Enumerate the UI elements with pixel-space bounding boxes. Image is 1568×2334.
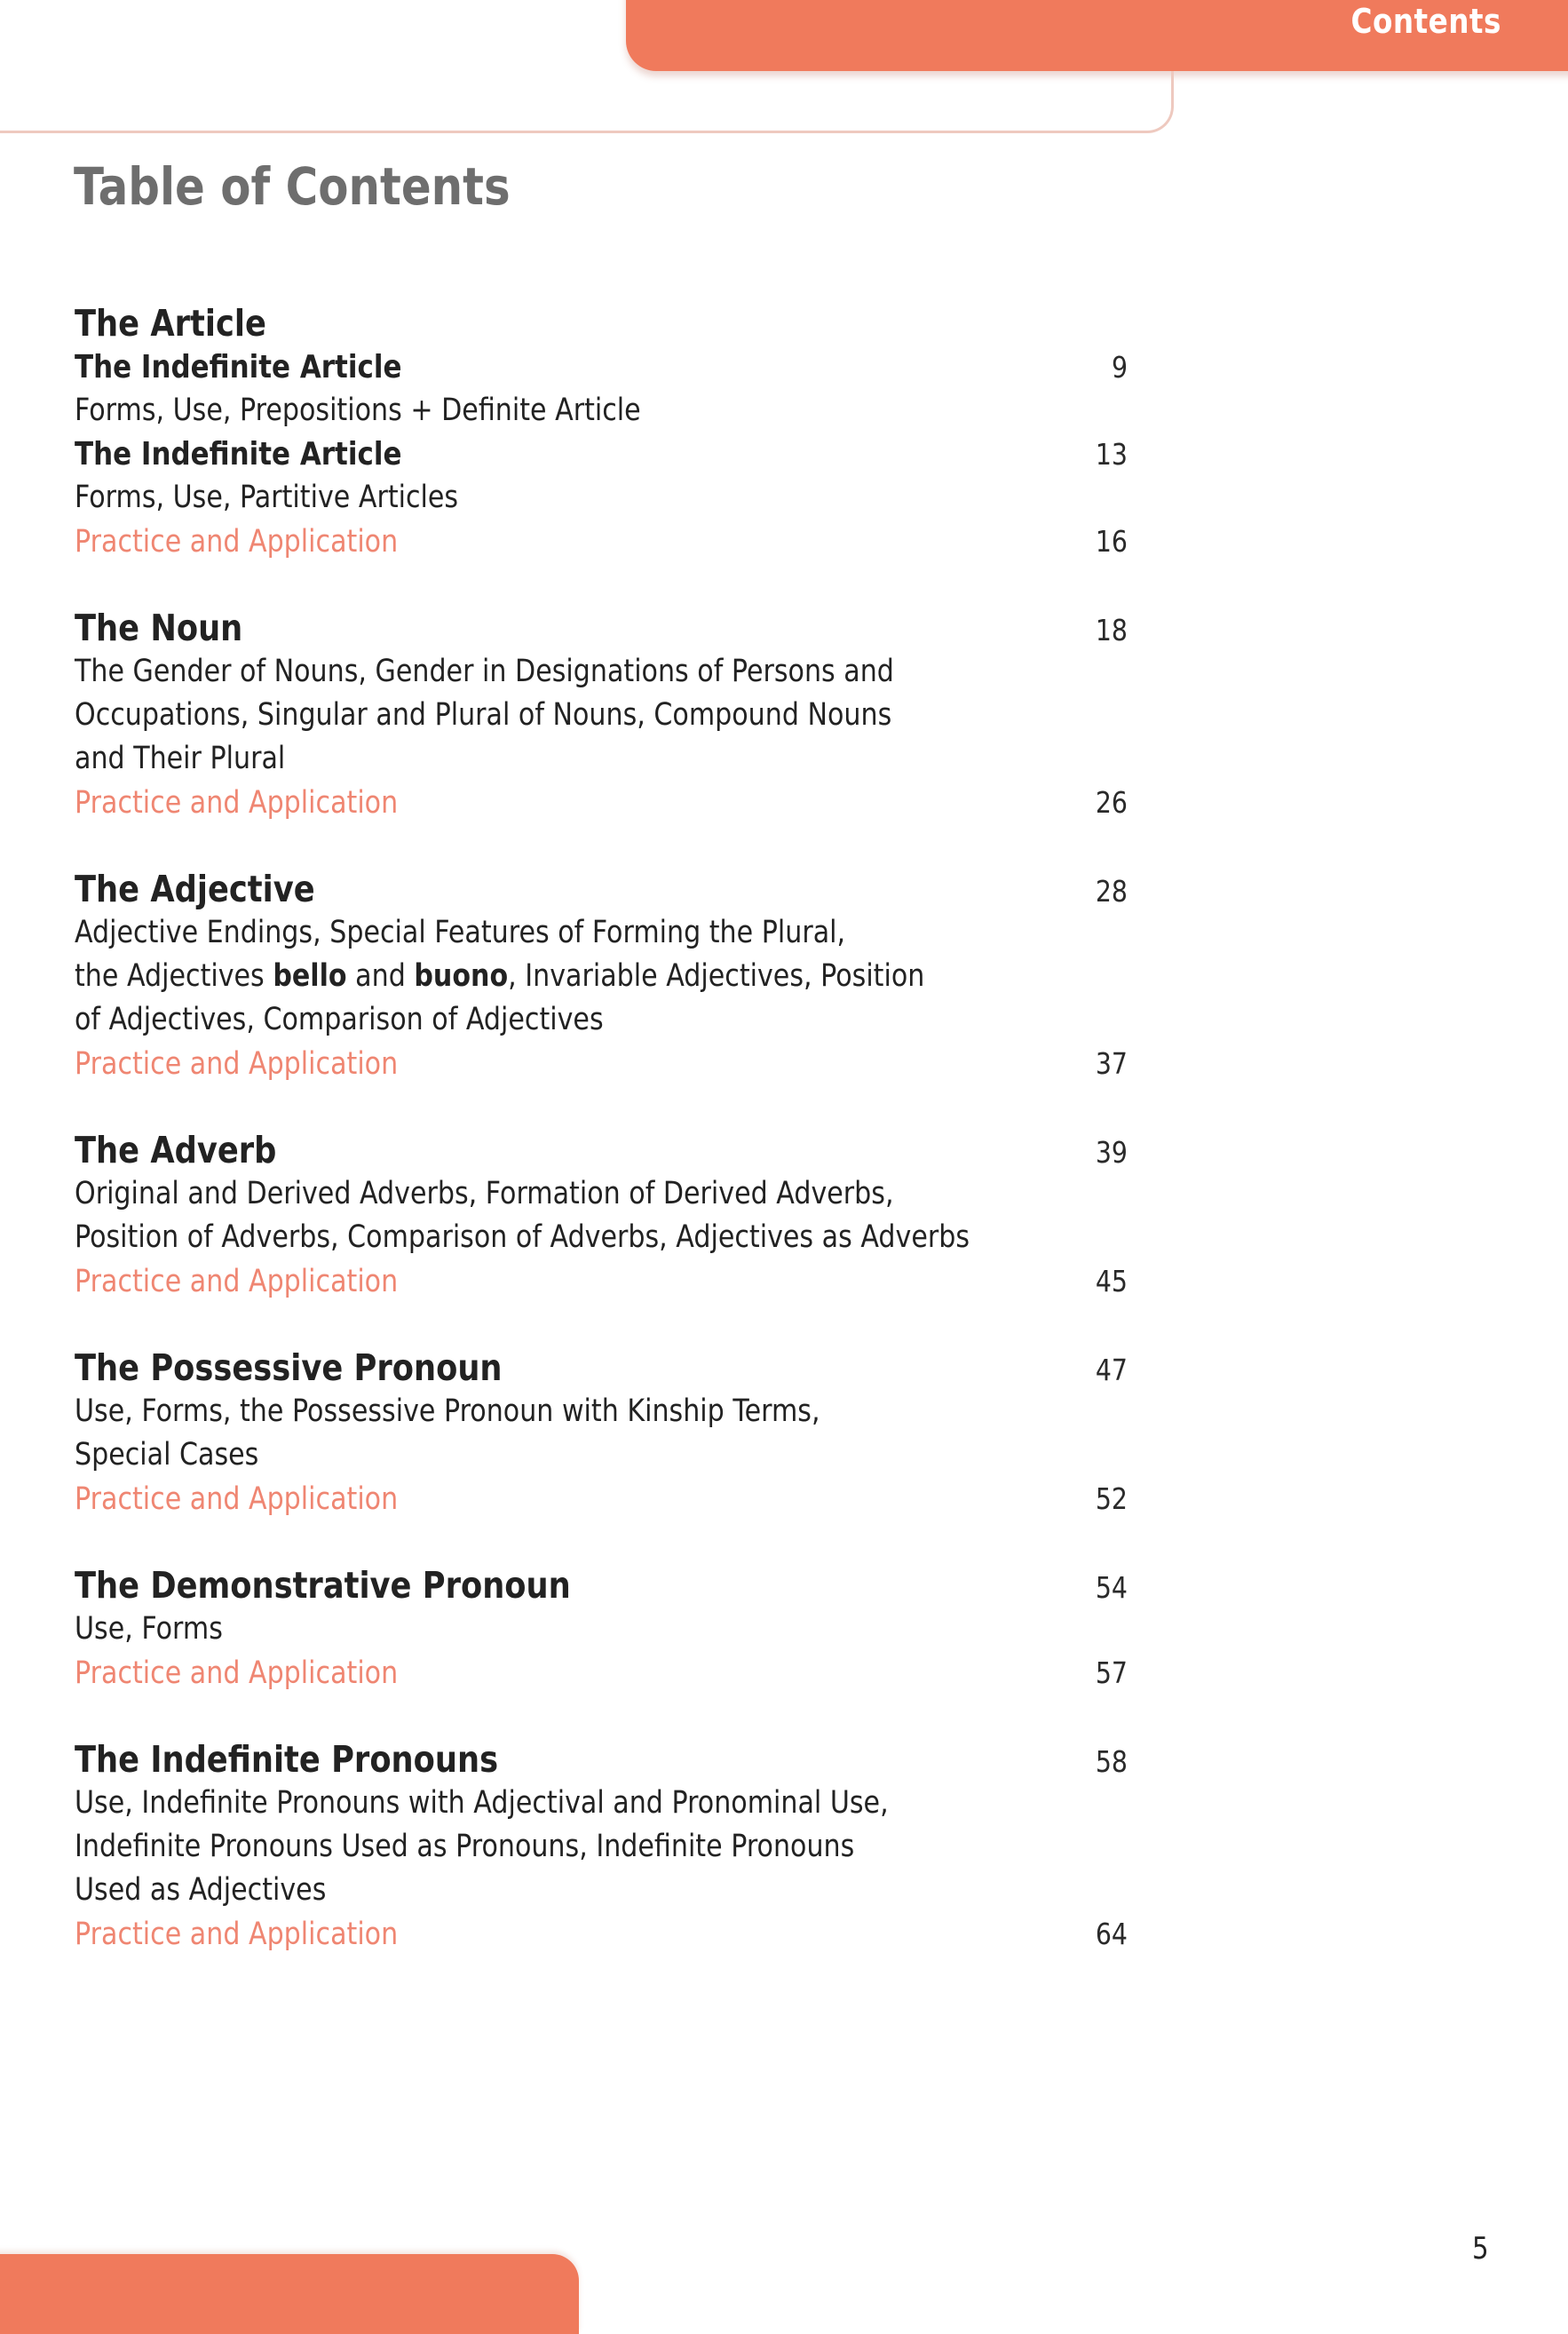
bold-term-bello: bello: [273, 958, 347, 994]
toc-description: Adjective Endings, Special Features of Forming the Plural,: [75, 915, 846, 950]
toc-section-adjective: [75, 868, 1128, 1085]
toc-practice-link[interactable]: Practice and Application 64: [75, 1917, 1128, 1952]
toc-description: Use, Indefinite Pronouns with Adjectival and Pronominal Use,: [75, 1785, 889, 1821]
toc-heading[interactable]: The Indefinite Pronouns 58: [75, 1738, 1128, 1781]
toc-description: of Adjectives, Comparison of Adjectives: [75, 1002, 604, 1037]
toc-description: and Their Plural: [75, 741, 286, 776]
contents-header-tab: [626, 0, 1568, 71]
toc-section-indefinite-pronouns: [75, 1738, 1128, 1956]
toc-heading[interactable]: The Noun 18: [75, 607, 1128, 649]
toc-description: Forms, Use, Partitive Articles: [75, 480, 459, 515]
toc-practice-link[interactable]: Practice and Application 57: [75, 1655, 1128, 1691]
toc-practice-link[interactable]: Practice and Application 52: [75, 1481, 1128, 1517]
toc-section-possessive-pronoun: [75, 1346, 1128, 1520]
toc-description: Use, Forms, the Possessive Pronoun with Kinship Terms,: [75, 1393, 820, 1429]
footer-decorative-tab: [0, 2254, 579, 2334]
toc-description: Forms, Use, Prepositions + Definite Article: [75, 393, 641, 428]
toc-practice-link[interactable]: Practice and Application 16: [75, 524, 1128, 560]
toc-practice-link[interactable]: Practice and Application 37: [75, 1046, 1128, 1082]
toc-heading[interactable]: The Adjective 28: [75, 868, 1128, 910]
page-title: Table of Contents: [74, 156, 511, 217]
toc-heading[interactable]: The Demonstrative Pronoun 54: [75, 1564, 1128, 1607]
toc-subheading[interactable]: The Indefinite Article 9: [75, 349, 1128, 385]
toc-heading[interactable]: The Possessive Pronoun 47: [75, 1346, 1128, 1389]
toc-subheading[interactable]: The Indefinite Article 13: [75, 436, 1128, 472]
toc-heading[interactable]: The Adverb 39: [75, 1129, 1128, 1171]
toc-description: The Gender of Nouns, Gender in Designations of Persons and: [75, 654, 894, 689]
table-of-contents: [75, 302, 1128, 1999]
bold-term-buono: buono: [414, 958, 509, 994]
toc-section-noun: [75, 607, 1128, 824]
toc-description: Original and Derived Adverbs, Formation of Derived Adverbs,: [75, 1176, 894, 1211]
toc-practice-link[interactable]: Practice and Application 45: [75, 1264, 1128, 1299]
header-divider-line: [0, 71, 1174, 133]
toc-description: Use, Forms: [75, 1611, 223, 1647]
toc-description: Occupations, Singular and Plural of Nouns, Compound Nouns: [75, 697, 892, 733]
header-tab-label: Contents: [1350, 2, 1501, 41]
toc-description: Special Cases: [75, 1437, 259, 1473]
toc-section-adverb: [75, 1129, 1128, 1303]
toc-section-article: [75, 302, 1128, 563]
toc-description: Used as Adjectives: [75, 1872, 327, 1908]
toc-section-demonstrative-pronoun: [75, 1564, 1128, 1695]
toc-description: Indefinite Pronouns Used as Pronouns, Indefinite Pronouns: [75, 1829, 855, 1864]
toc-practice-link[interactable]: Practice and Application 26: [75, 785, 1128, 821]
toc-heading[interactable]: The Article: [75, 302, 266, 345]
toc-description: the Adjectives bello and buono, Invariable Adjectives, Position: [75, 958, 925, 994]
page-number: 5: [1472, 2231, 1489, 2267]
toc-description: Position of Adverbs, Comparison of Adverbs, Adjectives as Adverbs: [75, 1219, 970, 1255]
